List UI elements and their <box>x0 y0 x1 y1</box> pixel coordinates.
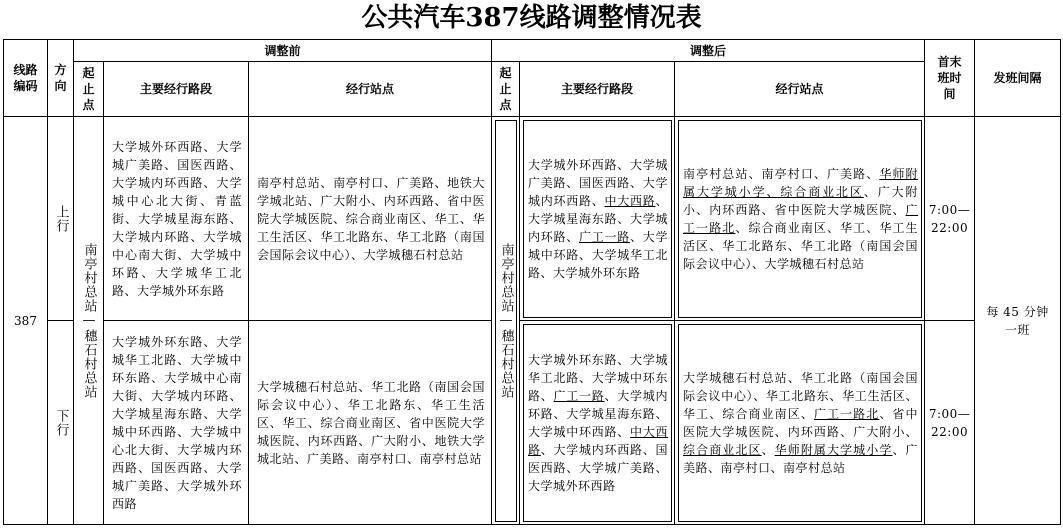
before-header: 调整前 <box>74 40 492 62</box>
endpoints-after: 南亭村总站—穗石村总站 <box>492 117 520 525</box>
changed-text: 广工一路北 <box>813 406 880 421</box>
route-adjustment-table <box>3 39 1061 525</box>
up-before-segments: 大学城外环西路、大学城广美路、国医西路、大学城内环西路、大学城中心北大街、青蓝街、大学城星海东路、大学城内环路、大学城中心南大街、大学城中环路、大学城华工北路、大学城外环东路 <box>104 117 249 321</box>
before-endpoints-header: 起 止 点 <box>74 62 104 117</box>
changed-text: 华师附属大学城小学、综合商业北区 <box>683 166 919 199</box>
changed-text: 综合商业北区 <box>683 442 762 457</box>
route-code-header: 线路 编码 <box>4 40 48 117</box>
changed-text: 广工一路 <box>579 229 630 244</box>
direction-up: 上行 <box>48 117 74 321</box>
up-service-time: 7:00—22:00 <box>925 117 975 321</box>
direction-down: 下行 <box>48 321 74 525</box>
up-after-stops: 南亭村总站、南亭村口、广美路、华师附属大学城小学、综合商业北区、广大附小、内环西路、省中医院大学城医院、广工一路北、综合商业南区、华工、华工生活区、华工北路东、华工北路（南国会国际会议中心）、大学城穗石村总站 <box>675 117 925 321</box>
after-header: 调整后 <box>492 40 925 62</box>
changed-text: 中大西路 <box>604 193 656 208</box>
page-title: 公共汽车387线路调整情况表 <box>361 3 702 33</box>
interval: 每 45 分钟一班 <box>975 117 1061 525</box>
after-endpoints-header: 起 止 点 <box>492 62 520 117</box>
after-stops-header: 经行站点 <box>675 62 925 117</box>
before-segments-header: 主要经行路段 <box>104 62 249 117</box>
down-service-time: 7:00—22:00 <box>925 321 975 525</box>
interval-header: 发班间隔 <box>975 40 1061 117</box>
up-after-segments: 大学城外环西路、大学城广美路、国医西路、大学城内环西路、中大西路、大学城星海东路、大学城内环路、广工一路、大学城中环路、大学城华工北路、大学城外环东路 <box>520 117 675 321</box>
down-after-stops: 大学城穗石村总站、华工北路（南国会国际会议中心）、华工北路东、华工生活区、华工、综合商业南区、广工一路北、省中医院大学城医院、内环西路、广大附小、综合商业北区、华师附属大学城小学、广美路、南亭村口、南亭村总站 <box>675 321 925 525</box>
changed-text: 广工一路 <box>553 388 605 403</box>
before-stops-header: 经行站点 <box>249 62 492 117</box>
down-before-segments: 大学城外环东路、大学城华工北路、大学城中环东路、大学城中心南大街、大学城内环路、大学城星海东路、大学城中环西路、大学城中心北大街、大学城内环西路、国医西路、大学城广美路、大学城外环西路 <box>104 321 249 525</box>
down-before-stops: 大学城穗石村总站、华工北路（南国会国际会议中心）、华工北路东、华工生活区、华工、综合商业南区、省中医院大学城医院、内环西路、广大附小、地铁大学城北站、广美路、南亭村口、南亭村总站 <box>249 321 492 525</box>
service-time-header: 首末 班时 间 <box>925 40 975 117</box>
route-code: 387 <box>4 117 48 525</box>
changed-text: 中大西路 <box>528 424 669 457</box>
up-before-stops: 南亭村总站、南亭村口、广美路、地铁大学城北站、广大附小、内环西路、省中医院大学城医院、综合商业南区、华工、华工生活区、华工北路东、华工北路（南国会国际会议中心）、大学城穗石村总站 <box>249 117 492 321</box>
down-after-segments: 大学城外环东路、大学城华工北路、大学城中环东路、广工一路、大学城内环路、大学城星海东路、大学城中环西路、中大西路、大学城内环西路、国医西路、大学城广美路、大学城外环西路 <box>520 321 675 525</box>
changed-text: 华师附属大学城小学 <box>774 442 893 457</box>
after-segments-header: 主要经行路段 <box>520 62 675 117</box>
changed-text: 广工一路北 <box>683 202 919 235</box>
direction-header: 方 向 <box>48 40 74 117</box>
endpoints-before: 南亭村总站—穗石村总站 <box>74 117 104 525</box>
